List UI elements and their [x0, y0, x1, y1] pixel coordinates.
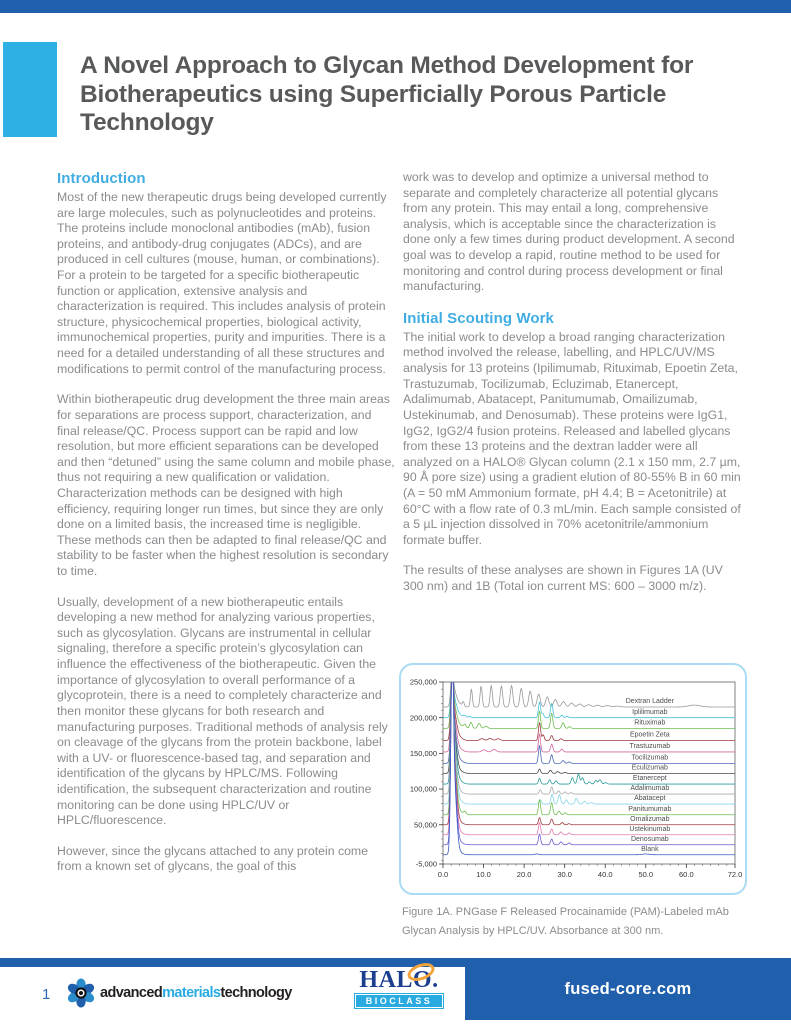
amt-logo: [66, 978, 292, 1008]
svg-text:Panitumumab: Panitumumab: [628, 805, 672, 813]
svg-text:Trastuzumab: Trastuzumab: [629, 743, 671, 751]
svg-text:100,000: 100,000: [409, 784, 437, 794]
svg-text:30.0: 30.0: [557, 870, 572, 879]
svg-text:Denosumab: Denosumab: [630, 835, 669, 843]
amt-wordmark: advancedmaterialstechnology: [100, 985, 292, 1001]
svg-text:Eculizumab: Eculizumab: [631, 764, 668, 772]
svg-text:Epoetin Zeta: Epoetin Zeta: [629, 731, 670, 739]
footer-website-block: [465, 958, 791, 1020]
svg-text:Abatacept: Abatacept: [634, 795, 666, 803]
svg-text:0.0: 0.0: [437, 870, 449, 879]
left-column: [57, 170, 395, 875]
svg-text:Omalizumab: Omalizumab: [630, 815, 670, 823]
svg-text:Etanercept: Etanercept: [632, 775, 667, 783]
svg-text:10.0: 10.0: [476, 870, 491, 879]
svg-text:Rituximab: Rituximab: [634, 719, 666, 727]
intro-paragraph-3: Usually, development of a new biotherapeutic entails developing a new method for analyzing various properties, such as glycosylation. Glycans are instrumental in cellular signaling, therefore a specific protein’s glycosylation can influence the effectiveness of the biotherapeutic. Given the importance of glycosylation to overall performance of a glycoprotein, there is a need to completely characterize and then monitor these glycans for both research and manufacturing purposes. Traditional methods of analysis rely on cleavage of the glycans from the protein backbone, label with a UV- or fluorescence-based tag, and separation and identification of the glycans by HPLC/MS. Following identification, the subsequent characterization and routine monitoring can be done using HPLC/UV or HPLC/fluorescence.: [57, 594, 388, 828]
svg-text:20.0: 20.0: [516, 870, 532, 879]
amt-pinwheel-icon: [66, 978, 96, 1008]
section-heading-initial-scouting: Initial Scouting Work: [403, 309, 554, 327]
document-title: A Novel Approach to Glycan Method Development for Biotherapeutics using Superficially Porous Particle Technology: [80, 52, 694, 137]
top-accent-bar: [0, 0, 791, 13]
svg-text:72.0: 72.0: [727, 870, 743, 879]
scouting-paragraph-2: The results of these analyses are shown in Figures 1A (UV 300 nm) and 1B (Total ion current MS: 600 – 3000 m/z).: [403, 563, 723, 594]
figure-1a-chromatogram-panel: [399, 663, 747, 895]
intro-paragraph-2: Within biotherapeutic drug development the three main areas for separations are process support, characterization, and final release/QC. Process support can be rapid and low resolution, but more efficient separations can be developed and then “detuned” using the same column and mobile phase, thus not requiring a new qualification or validation. Characterization methods can be designed with high efficiency, requiring longer run times, but since they are only done on a limited basis, the increased time is negligible. These methods can then be adapted to final release/QC and stability to be faster when the highest resolution is secondary to time.: [57, 392, 395, 579]
svg-text:50,000: 50,000: [414, 820, 437, 830]
section-heading-introduction: Introduction: [57, 170, 146, 187]
svg-text:250,000: 250,000: [409, 677, 437, 687]
continuation-paragraph: work was to develop and optimize a universal method to separate and completely characterize all potential glycans from any protein. This may entail a long, comprehensive analysis, which is acceptable since the characterization is done only a few times during product development. A second goal was to develop a rapid, routine method to be used for monitoring and control during process development or final manufacturing.: [403, 170, 735, 294]
halo-bioclass-band: BIOCLASS: [355, 994, 443, 1008]
svg-text:200,000: 200,000: [409, 713, 437, 723]
figure-1a-caption: Figure 1A. PNGase F Released Procainamide (PAM)-Labeled mAb Glycan Analysis by HPLC/UV. Absorbance at 300 nm.: [402, 906, 729, 938]
svg-text:50.0: 50.0: [638, 870, 654, 879]
website-link[interactable]: fused-core.com: [564, 979, 692, 998]
svg-text:Tocilizumab: Tocilizumab: [631, 754, 669, 762]
svg-text:Dextran Ladder: Dextran Ladder: [625, 698, 674, 706]
halo-wordmark: HALO.: [359, 967, 439, 993]
svg-text:Adalimumab: Adalimumab: [630, 785, 670, 793]
svg-text:40.0: 40.0: [597, 870, 613, 879]
scouting-paragraph-1: The initial work to develop a broad ranging characterization method involved the release, labelling, and HPLC/UV/MS analysis for 13 proteins (Ipilimumab, Rituximab, Epoetin Zeta, Trastuzumab, Tocilizumab, Ecluzimab, Etanercept, Adalimumab, Abatacept, Panitumumab, Omailizumab, Ustekinumab, and Denosumab). These proteins were IgG1, IgG2, IgG2/4 fusion proteins. Released and labelled glycans from these 13 proteins and the dextran ladder were all analyzed on a HALO® Glycan column (2.1 x 150 mm, 2.7 µm, 90 Å pore size) using a gradient elution of 80-55% B in 60 min (A = 50 mM Ammonium formate, pH 4.4; B = Acetonitrile) at 60°C with a flow rate of 0.3 mL/min. Each sample consisted of a 5 µL injection dissolved in 70% acetonitrile/ammonium formate buffer.: [403, 329, 741, 547]
svg-text:60.0: 60.0: [679, 870, 694, 879]
title-accent-square: [3, 42, 57, 137]
intro-paragraph-4: However, since the glycans attached to any protein come from a known set of glycans, the goal of this: [57, 843, 369, 874]
halo-bioclass-logo: [352, 967, 446, 1011]
svg-text:Blank: Blank: [641, 845, 659, 853]
svg-text:Iplilimumab: Iplilimumab: [632, 708, 668, 716]
svg-text:Ustekinumab: Ustekinumab: [629, 825, 671, 833]
page-number: 1: [42, 986, 51, 1003]
svg-text:-5,000: -5,000: [415, 859, 437, 869]
chromatogram-chart: [403, 668, 743, 890]
svg-text:150,000: 150,000: [409, 748, 437, 758]
intro-paragraph-1: Most of the new therapeutic drugs being developed currently are large molecules, such as polynucleotides and proteins. The proteins include monoclonal antibodies (mAb), fusion proteins, and antibody-drug conjugates (ADCs), and are produced in cell cultures (mouse, human, or combinations). For a protein to be targeted for a specific biotherapeutic function or application, extensive analysis and characterization is required. This includes analysis of protein structure, physicochemical properties, biological activity, immunochemical properties, purity and impurities. There is a need for a detailed understanding of all these structures and modifications to permit control of the manufacturing process.: [57, 190, 387, 376]
